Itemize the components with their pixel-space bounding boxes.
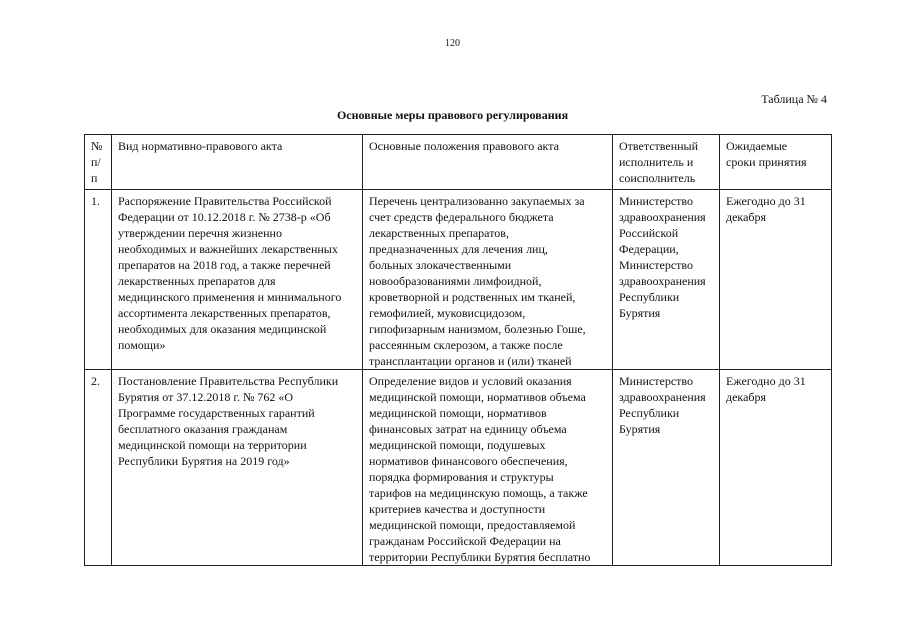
- cell-provisions: Определение видов и условий оказания медицинской помощи, нормативов объема медицинской помощи, нормативов финансовых затрат на единицу объема медицинской помощи, подушевых нормативов финансового обеспечения, порядка формирования и структуры тарифов на медицинскую помощь, а также критериев качества и доступности медицинской помощи, предоставляемой гражданам Российской Федерации на территории Республики Бурятия бесплатно: [363, 370, 613, 566]
- cell-act-type: Постановление Правительства Республики Бурятия от 37.12.2018 г. № 762 «О Программе государственных гарантий бесплатного оказания гражданам медицинской помощи на территории Республики Бурятия на 2019 год»: [112, 370, 363, 566]
- cell-executor: Министерство здравоохранения Республики Бурятия: [613, 370, 720, 566]
- cell-act-type: Распоряжение Правительства Российской Федерации от 10.12.2018 г. № 2738-р «Об утверждении перечня жизненно необходимых и важнейших лекарственных препаратов на 2018 год, а также перечней лекарственных препаратов для медицинского применения и минимального ассортимента лекарственных препаратов, необходимых для оказания медицинской помощи»: [112, 190, 363, 370]
- regulation-table: [84, 134, 832, 566]
- cell-num: 2.: [85, 370, 112, 566]
- table-header-row: [85, 135, 832, 190]
- cell-num: 1.: [85, 190, 112, 370]
- header-executor: Ответственный исполнитель и соисполнитель: [613, 135, 720, 190]
- table-row: [85, 190, 832, 370]
- table-label: Таблица № 4: [761, 92, 827, 106]
- header-act-type: Вид нормативно-правового акта: [112, 135, 363, 190]
- cell-deadline: Ежегодно до 31 декабря: [720, 370, 832, 566]
- page-number: 120: [445, 38, 460, 49]
- table-row: [85, 370, 832, 566]
- cell-executor: Министерство здравоохранения Российской Федерации, Министерство здравоохранения Республики Бурятия: [613, 190, 720, 370]
- cell-deadline: Ежегодно до 31 декабря: [720, 190, 832, 370]
- header-provisions: Основные положения правового акта: [363, 135, 613, 190]
- header-num: № п/п: [85, 135, 112, 190]
- header-deadline: Ожидаемые сроки принятия: [720, 135, 832, 190]
- cell-provisions: Перечень централизованно закупаемых за счет средств федерального бюджета лекарственных препаратов, предназначенных для лечения лиц, больных злокачественными новообразованиями лимфоидной, кроветворной и родственных им тканей, гемофилией, муковисцидозом, гипофизарным нанизмом, болезнью Гоше, рассеянным склерозом, а также после трансплантации органов и (или) тканей: [363, 190, 613, 370]
- table-title: Основные меры правового регулирования: [336, 108, 569, 122]
